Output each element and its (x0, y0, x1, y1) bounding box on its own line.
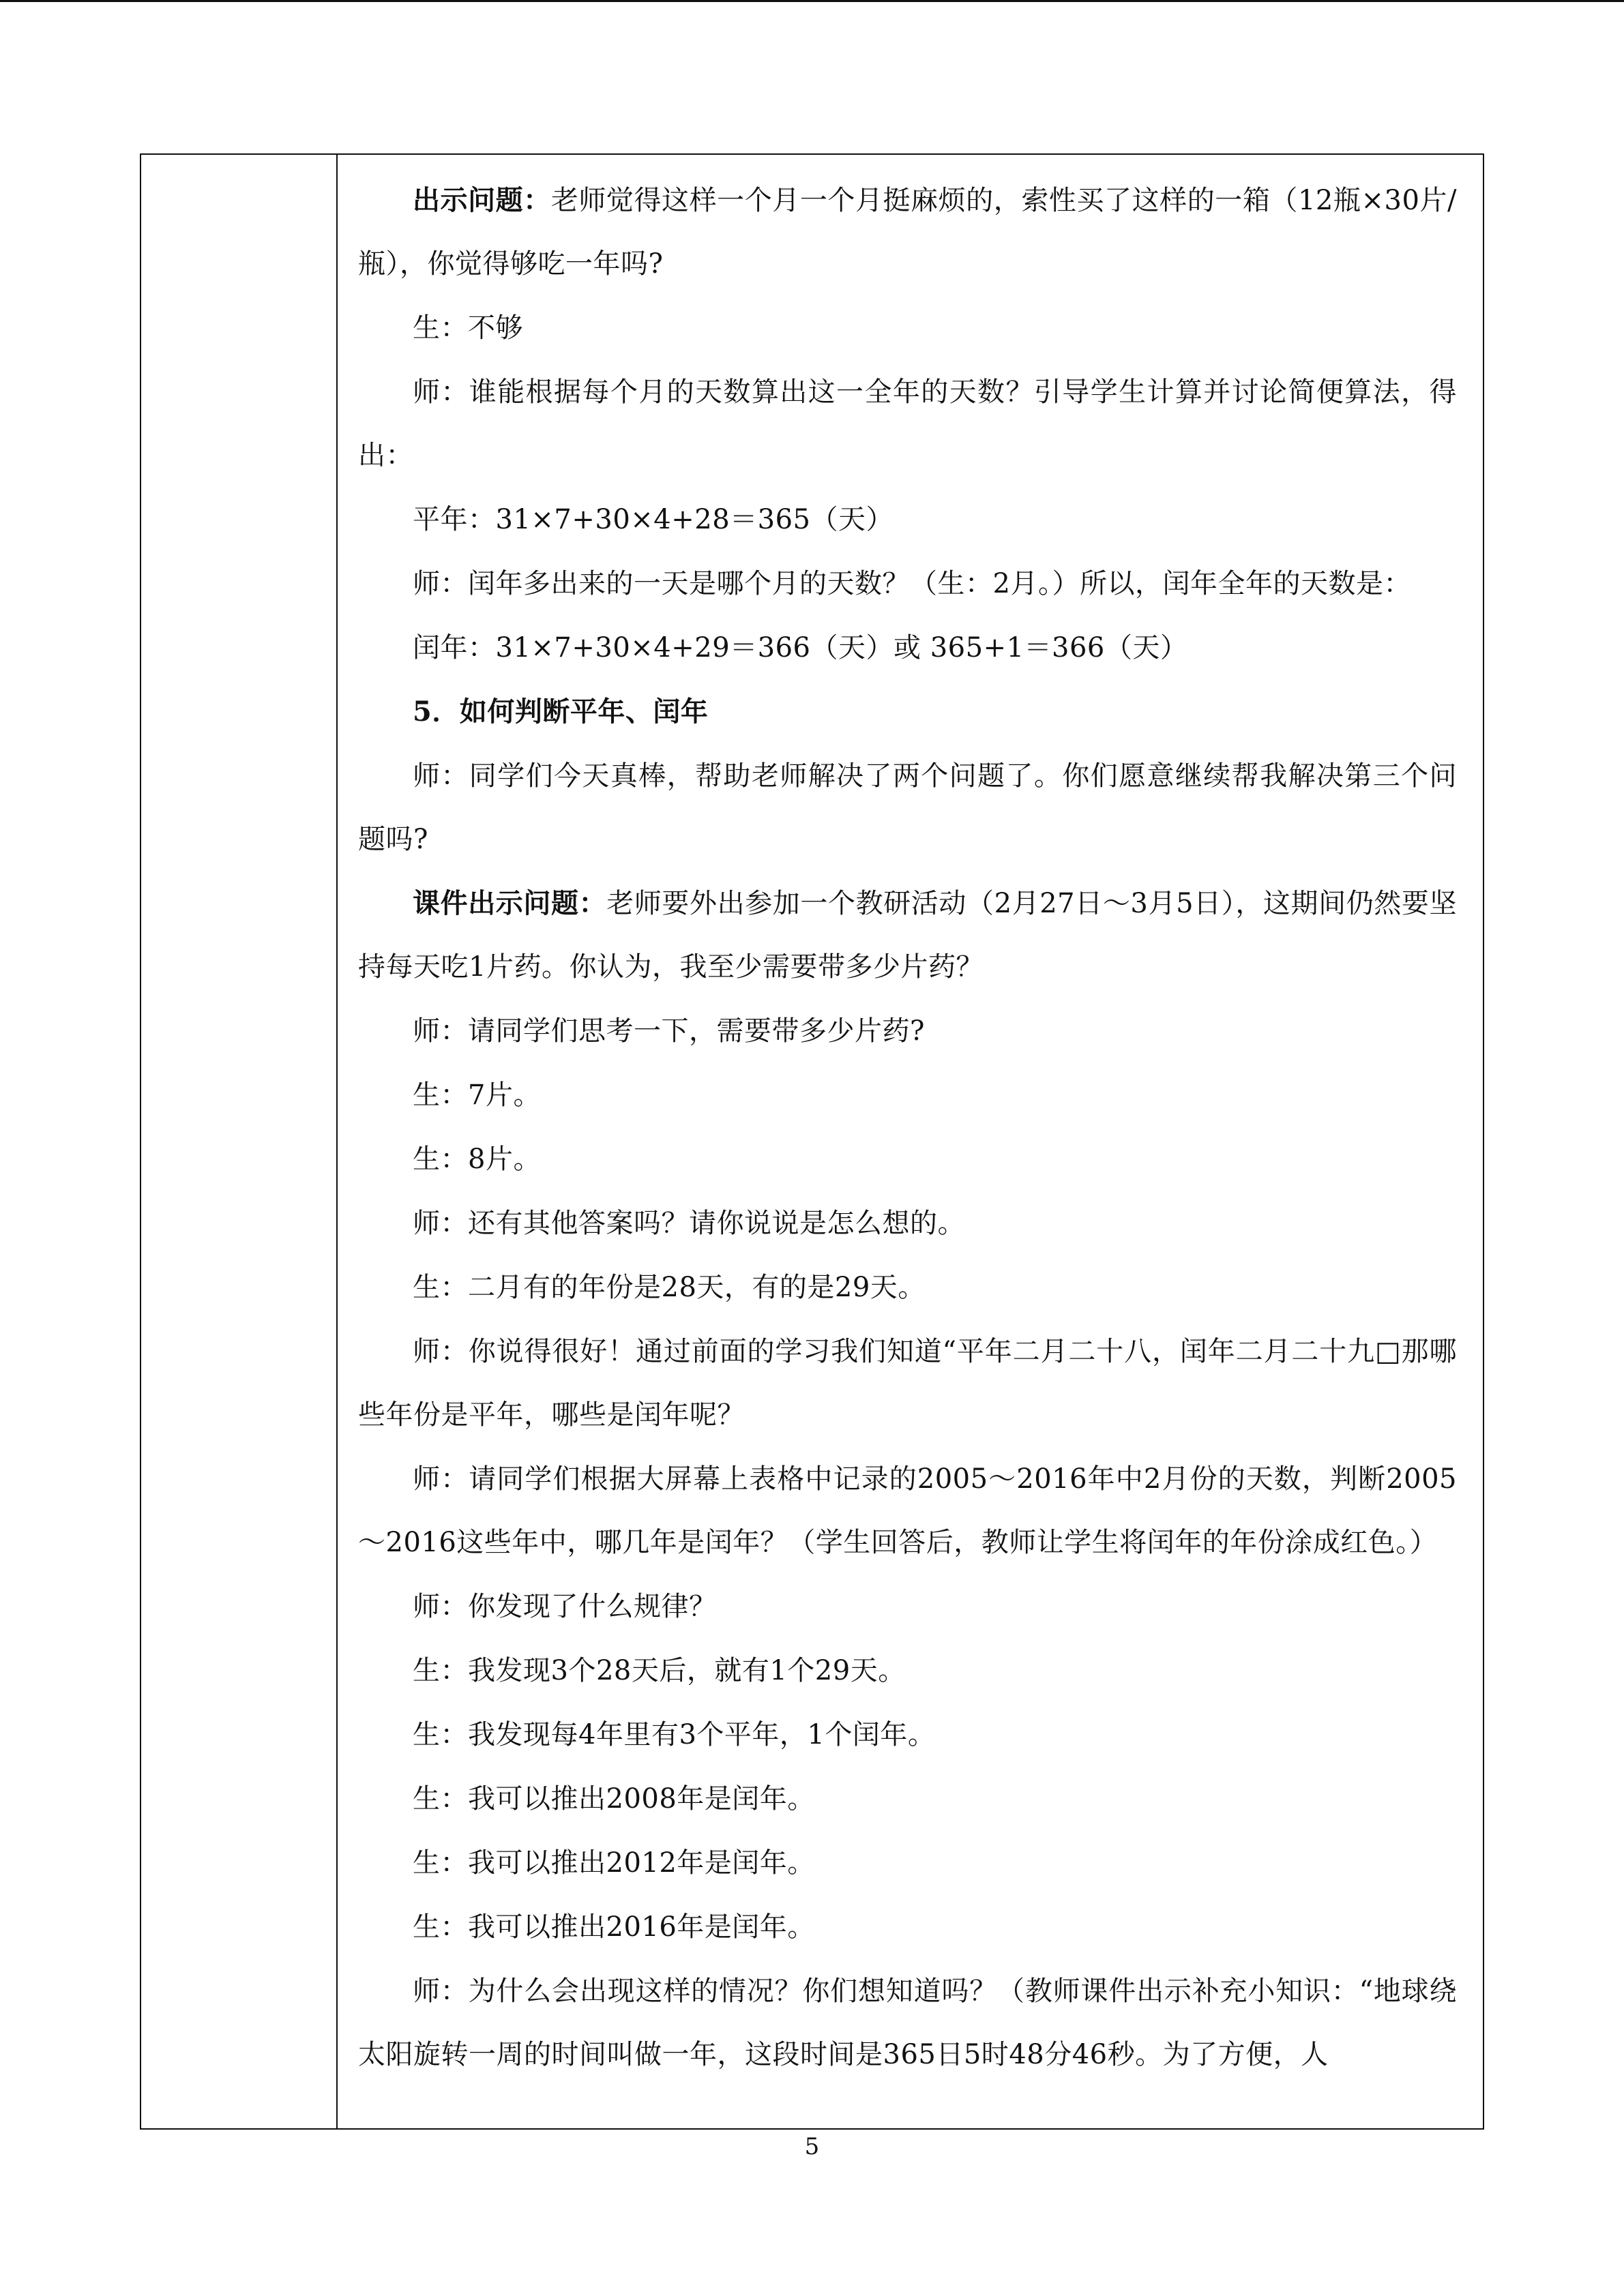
table-left-column (141, 155, 338, 2128)
lesson-table (140, 153, 1484, 2130)
paragraph: 生：二月有的年份是28天，有的是29天。 (413, 1272, 926, 1303)
paragraph: 师：你发现了什么规律？ (413, 1591, 717, 1622)
paragraph: 平年：31×7+30×4+28＝365（天） (413, 504, 894, 535)
paragraph: 师：为什么会出现这样的情况？你们想知道吗？（教师课件出示补充小知识：“地球绕太阳旋转一周的时间叫做一年，这段时间是365日5时48分46秒。为了方便，人 (358, 1976, 1457, 2070)
paragraph: 生：不够 (413, 312, 523, 344)
paragraph: 师：谁能根据每个月的天数算出这一全年的天数？引导学生计算并讨论简便算法，得出： (358, 376, 1457, 471)
paragraph: 生：我可以推出2008年是闰年。 (413, 1783, 815, 1815)
paragraph: 生：我可以推出2012年是闰年。 (413, 1847, 815, 1879)
paragraph: 生：我发现每4年里有3个平年，1个闰年。 (413, 1719, 936, 1750)
paragraph: 师：请同学们根据大屏幕上表格中记录的2005～2016年中2月份的天数，判断2005～2016这些年中，哪几年是闰年？（学生回答后，教师让学生将闰年的年份涂成红色。） (358, 1463, 1457, 1558)
paragraph: 师：同学们今天真棒，帮助老师解决了两个问题了。你们愿意继续帮我解决第三个问题吗? (358, 760, 1457, 855)
paragraph: 生：我可以推出2016年是闰年。 (413, 1911, 815, 1943)
paragraph: 师：还有其他答案吗？请你说说是怎么想的。 (413, 1208, 965, 1239)
paragraph: 闰年：31×7+30×4+29＝366（天）或 365+1＝366（天） (413, 632, 1188, 664)
paragraph: 课件出示问题：老师要外出参加一个教研活动（2月27日～3月5日），这期间仍然要坚持每天吃1片药。你认为，我至少需要带多少片药？ (358, 887, 1458, 983)
paragraph: 师：你说得很好！通过前面的学习我们知道“平年二月二十八，闰年二月二十九□那哪些年份是平年，哪些是闰年呢？ (358, 1336, 1457, 1431)
page-number: 5 (804, 2133, 820, 2160)
table-content-column (338, 155, 1484, 2128)
paragraph: 生：7片。 (413, 1079, 541, 1111)
paragraph: 生：我发现3个28天后，就有1个29天。 (413, 1655, 906, 1686)
paragraph: 师：闰年多出来的一天是哪个月的天数？（生：2月。）所以，闰年全年的天数是： (413, 568, 1411, 599)
top-border-line (0, 0, 1624, 2)
paragraph: 出示问题：老师觉得这样一个月一个月挺麻烦的，索性买了这样的一箱（12瓶×30片/瓶），你觉得够吃一年吗? (358, 184, 1457, 280)
paragraph: 师：请同学们思考一下，需要带多少片药? (413, 1015, 925, 1047)
section-heading: 5．如何判断平年、闰年 (413, 696, 709, 728)
paragraph: 生：8片。 (413, 1144, 541, 1175)
